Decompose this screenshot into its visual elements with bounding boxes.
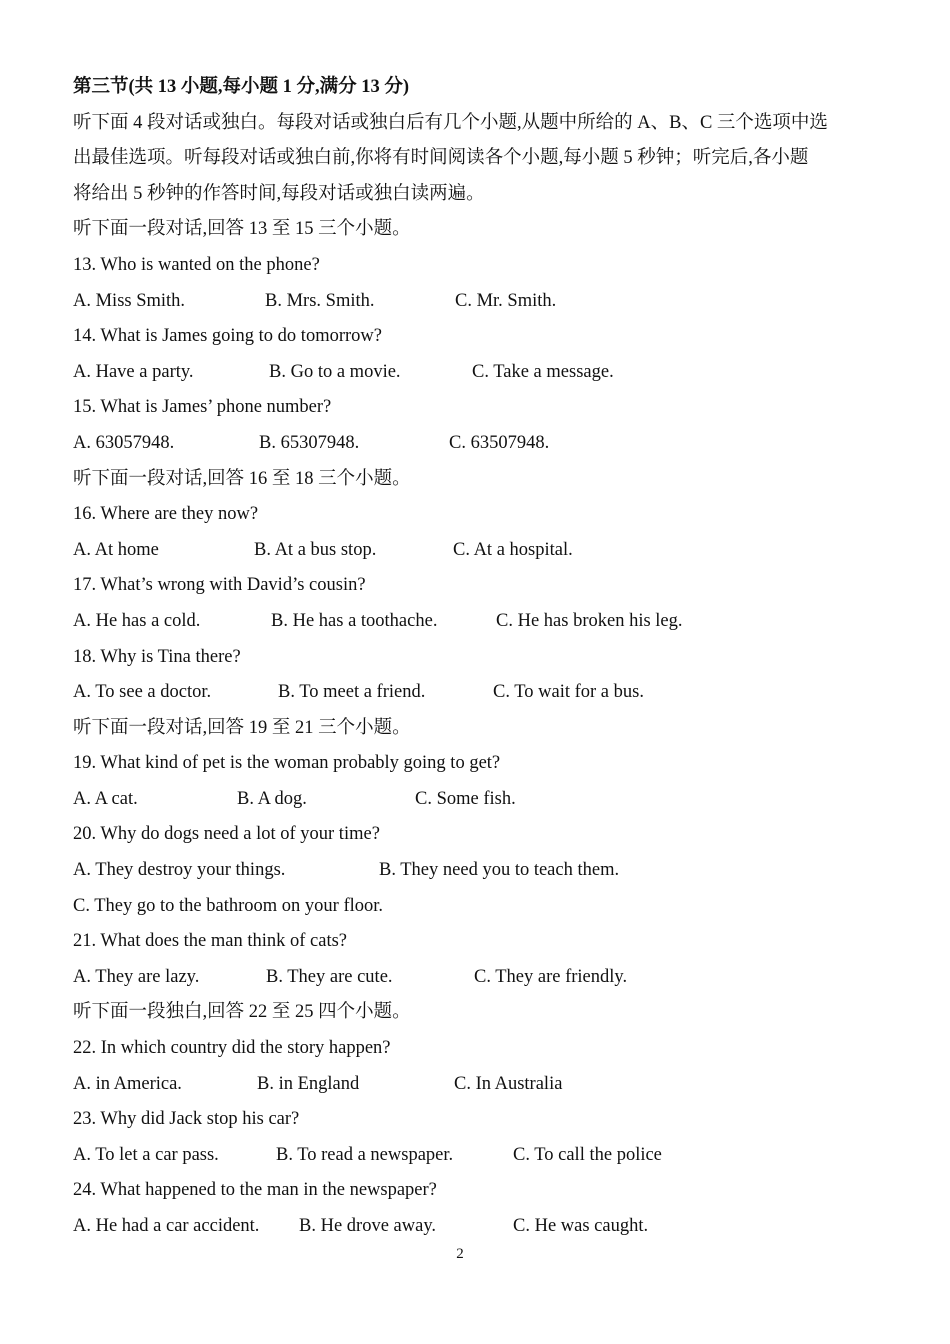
option-13-b: B. Mrs. Smith. <box>265 290 375 311</box>
option-13-c: C. Mr. Smith. <box>455 290 557 311</box>
options-17 <box>73 604 873 640</box>
option-20-a: A. They destroy your things. <box>73 860 286 881</box>
question-23: 23. Why did Jack stop his car? <box>73 1109 300 1130</box>
option-23-b: B. To read a newspaper. <box>276 1144 454 1165</box>
option-20-c: C. They go to the bathroom on your floor. <box>73 895 384 916</box>
option-21-a: A. They are lazy. <box>73 966 200 987</box>
option-22-c: C. In Australia <box>454 1073 563 1094</box>
options-18 <box>73 675 873 711</box>
option-19-b: B. A dog. <box>237 788 307 809</box>
option-18-b: B. To meet a friend. <box>278 682 426 703</box>
option-22-b: B. in England <box>257 1073 360 1094</box>
question-13: 13. Who is wanted on the phone? <box>73 254 320 275</box>
option-14-a: A. Have a party. <box>73 361 194 382</box>
question-18: 18. Why is Tina there? <box>73 646 241 667</box>
question-24: 24. What happened to the man in the newspaper? <box>73 1180 437 1201</box>
option-23-c: C. To call the police <box>513 1144 662 1165</box>
options-13 <box>73 284 873 320</box>
option-21-c: C. They are friendly. <box>474 966 628 987</box>
instructions-line-1: 听下面 4 段对话或独白。每段对话或独白后有几个小题,从题中所给的 A、B、C 三个选项中选 <box>73 112 828 133</box>
options-14 <box>73 355 873 391</box>
option-21-b: B. They are cute. <box>266 966 393 987</box>
options-16 <box>73 533 873 569</box>
option-19-a: A. A cat. <box>73 788 138 809</box>
worksheet-page <box>73 70 873 1245</box>
options-19 <box>73 782 873 818</box>
options-23 <box>73 1138 873 1174</box>
options-21 <box>73 960 873 996</box>
page-number: 2 <box>456 1246 464 1262</box>
question-17: 17. What’s wrong with David’s cousin? <box>73 575 366 596</box>
option-20-b: B. They need you to teach them. <box>379 860 620 881</box>
option-22-a: A. in America. <box>73 1073 182 1094</box>
question-21: 21. What does the man think of cats? <box>73 931 348 952</box>
option-18-c: C. To wait for a bus. <box>493 682 644 703</box>
group-intro-19-21: 听下面一段对话,回答 19 至 21 三个小题。 <box>73 717 411 738</box>
option-14-b: B. Go to a movie. <box>269 361 401 382</box>
option-15-c: C. 63507948. <box>449 432 550 453</box>
option-24-c: C. He was caught. <box>513 1216 649 1236</box>
question-22: 22. In which country did the story happen? <box>73 1038 391 1059</box>
option-16-b: B. At a bus stop. <box>254 539 377 560</box>
group-intro-16-18: 听下面一段对话,回答 16 至 18 三个小题。 <box>73 468 411 489</box>
group-intro-13-15: 听下面一段对话,回答 13 至 15 三个小题。 <box>73 219 411 240</box>
option-24-a: A. He had a car accident. <box>73 1216 260 1236</box>
option-17-b: B. He has a toothache. <box>271 610 438 631</box>
option-16-a: A. At home <box>73 539 159 560</box>
question-19: 19. What kind of pet is the woman probably going to get? <box>73 753 501 774</box>
instructions-line-3: 将给出 5 秒钟的作答时间,每段对话或独白读两遍。 <box>73 183 485 204</box>
options-24 <box>73 1209 873 1245</box>
options-22 <box>73 1067 873 1103</box>
group-intro-22-25: 听下面一段独白,回答 22 至 25 四个小题。 <box>73 1002 411 1023</box>
option-13-a: A. Miss Smith. <box>73 290 186 311</box>
question-15: 15. What is James’ phone number? <box>73 397 332 418</box>
option-23-a: A. To let a car pass. <box>73 1144 219 1165</box>
option-15-a: A. 63057948. <box>73 432 175 453</box>
option-15-b: B. 65307948. <box>259 432 360 453</box>
question-20: 20. Why do dogs need a lot of your time? <box>73 824 380 845</box>
options-15 <box>73 426 873 462</box>
option-16-c: C. At a hospital. <box>453 539 573 560</box>
option-14-c: C. Take a message. <box>472 361 614 382</box>
question-16: 16. Where are they now? <box>73 504 259 525</box>
instructions-line-2: 出最佳选项。听每段对话或独白前,你将有时间阅读各个小题,每小题 5 秒钟；听完后,各小题 <box>73 148 809 169</box>
option-19-c: C. Some fish. <box>415 788 516 809</box>
option-17-c: C. He has broken his leg. <box>496 610 683 631</box>
option-18-a: A. To see a doctor. <box>73 682 212 703</box>
options-20-ab <box>73 853 873 889</box>
options-20-c <box>73 889 873 925</box>
option-24-b: B. He drove away. <box>299 1216 436 1236</box>
section-heading: 第三节(共 13 小题,每小题 1 分,满分 13 分) <box>73 77 410 97</box>
question-14: 14. What is James going to do tomorrow? <box>73 326 382 347</box>
option-17-a: A. He has a cold. <box>73 610 201 631</box>
